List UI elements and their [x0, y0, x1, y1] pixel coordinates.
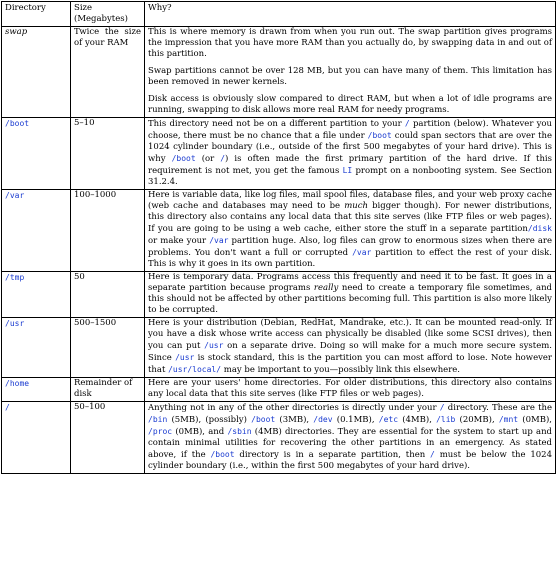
header-directory: Directory: [2, 2, 71, 27]
table-row: [2, 378, 556, 402]
path-token: /boot: [171, 154, 196, 163]
path-token: /boot: [210, 450, 235, 459]
path-token: /: [439, 403, 445, 412]
size-cell: 5–10: [71, 118, 145, 190]
path-token: /usr/local/: [168, 365, 222, 374]
table-row: [2, 402, 556, 474]
emphasized-word: much: [344, 201, 368, 211]
table-row: [2, 272, 556, 318]
why-paragraph: Swap partitions cannot be over 128 MB, but you can have many of them. This limitation has been removed in newer kernels.: [148, 66, 552, 87]
why-cell: Here are your users' home directories. For older distributions, this directory also contains any local data that this site serves (like FTP files or web pages).: [145, 378, 556, 402]
path-token: /usr: [204, 341, 224, 350]
path-token: /bin: [148, 415, 168, 424]
path-token: LI: [342, 166, 353, 175]
header-size: Size (Megabytes): [71, 2, 145, 27]
path-token: /lib: [436, 415, 456, 424]
path-token: /etc: [378, 415, 399, 424]
directory-name: /home: [5, 379, 30, 388]
path-token: /: [430, 450, 435, 459]
emphasized-word: really: [313, 283, 339, 293]
why-cell: Here is temporary data. Programs access this frequently and need it to be fast. It goes in a separate partition because programs really need to create a temporary file sometimes, and this should not be affected by other partitions becoming full. This partition is also more likely to be corrupted.: [145, 272, 556, 318]
size-cell: Remainder of disk: [71, 378, 145, 402]
directory-name: /: [5, 403, 10, 412]
directory-name: /var: [5, 191, 25, 200]
path-token: /dev: [313, 415, 333, 424]
path-token: /: [404, 119, 410, 128]
directory-name: swap: [5, 27, 28, 37]
why-cell: Here is your distribution (Debian, RedHat, Mandrake, etc.). It can be mounted read-only. If you have a disk whose write access can physically be disabled (like some SCSI drives), then you can put /usr on a separate drive. Doing so will make for a much more secure system. Since /usr is stock standard, this is the partition you can most afford to lose. Note however that /usr/local/ may be important to you—possibly link this elsewhere.: [145, 318, 556, 378]
table-row: [2, 190, 556, 272]
directory-name: /tmp: [5, 273, 25, 282]
table-row: [2, 118, 556, 190]
path-token: /var: [352, 248, 372, 257]
path-token: /usr: [175, 353, 195, 362]
why-cell: This directory need not be on a different partition to your / partition (below). Whatever you choose, there must be no chance that a file under /boot could span sectors that are over the 1024 cylinder boundary (i.e., outside of the first 500 megabytes of your hard drive). This is why /boot (or /) is often made the first primary partition of the hard drive. If this requirement is not met, you get the famous LI prompt on a nonbooting system. See Section 31.2.4.: [145, 118, 556, 190]
table-row: [2, 318, 556, 378]
why-paragraph: This is where memory is drawn from when you run out. The swap partition gives programs the impression that you have more RAM than you actually do, by swapping data in and out of this partition.: [148, 27, 552, 59]
size-cell: 500–1500: [71, 318, 145, 378]
path-token: /boot: [367, 131, 392, 140]
directory-name: /boot: [5, 119, 30, 128]
header-why: Why?: [145, 2, 556, 27]
table-header-row: [2, 2, 556, 27]
directory-name: /usr: [5, 319, 25, 328]
size-cell: Twice the size of your RAM: [71, 27, 145, 118]
table-row: [2, 27, 556, 118]
size-cell: 50: [71, 272, 145, 318]
path-token: /mnt: [498, 415, 519, 424]
why-cell: Here is variable data, like log files, mail spool files, database files, and your web proxy cache (web cache and databases may need to be much bigger though). For newer distributions, this directory also contains any local data that this site serves (like FTP files or web pages). If you are going to be using a web cache, either store the stuff in a separate partition/disk or make your /var partition huge. Also, log files can grow to enormous sizes when there are problems. You don't want a full or corrupted /var partition to effect the rest of your disk. This is why it goes in its own partition.: [145, 190, 556, 272]
path-token: /var: [209, 236, 229, 245]
why-paragraph: Disk access is obviously slow compared to direct RAM, but when a lot of idle programs are running, swapping to disk allows more real RAM for needy programs.: [148, 94, 552, 115]
path-token: /boot: [251, 415, 276, 424]
why-cell: [145, 27, 556, 118]
path-token: /: [220, 154, 226, 163]
path-token: /disk: [527, 224, 552, 233]
why-cell: Anything not in any of the other directories is directly under your / directory. These are the /bin (5MB), (possibly) /boot (3MB), /dev (0.1MB), /etc (4MB), /lib (20MB), /mnt (0MB), /proc (0MB), and /sbin (4MB) directories. They are essential for the system to start up and contain minimal utilities for recovering the other partitions in an emergency. As stated above, if the /boot directory is in a separate partition, then / must be below the 1024 cylinder boundary (i.e., within the first 500 megabytes of your hard drive).: [145, 402, 556, 474]
path-token: /proc: [148, 427, 173, 436]
size-cell: 100–1000: [71, 190, 145, 272]
partition-table: [1, 1, 556, 474]
path-token: /sbin: [227, 427, 252, 436]
size-cell: 50–100: [71, 402, 145, 474]
